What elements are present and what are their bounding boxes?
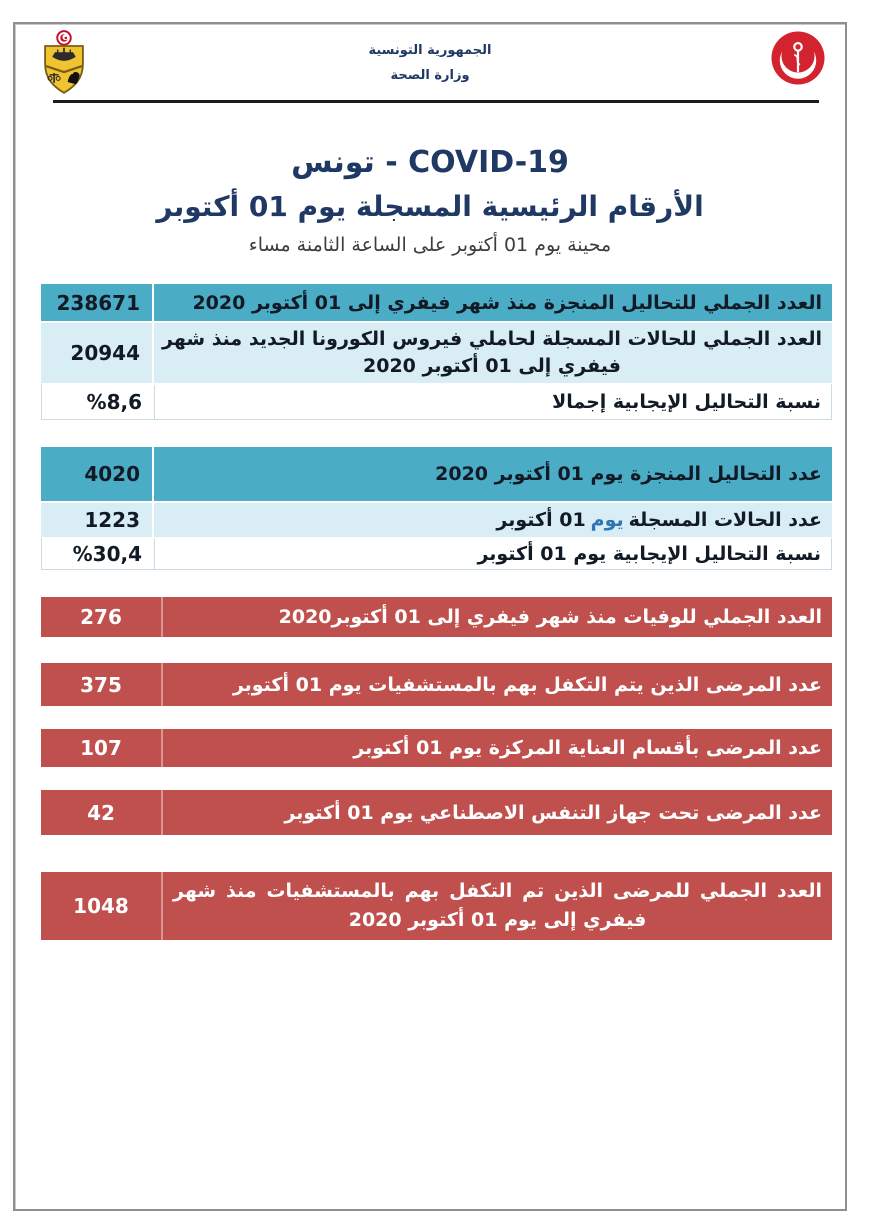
table-row <box>41 501 832 537</box>
government-header <box>368 29 491 83</box>
header <box>15 24 845 98</box>
hospitalized-value: 375 <box>41 663 163 706</box>
daily-tests-label: عدد التحاليل المنجزة يوم 01 أكتوبر 2020 <box>435 463 822 485</box>
total-hospitalized-value: 1048 <box>41 872 163 940</box>
table-row <box>41 321 832 383</box>
icu-label: عدد المرضى بأقسام العناية المركزة يوم 01 أكتوبر <box>353 737 822 759</box>
table-row <box>41 537 832 570</box>
table-row <box>41 447 832 501</box>
ventilator-banner <box>41 790 832 835</box>
highlighted-word: يوم <box>590 509 624 531</box>
republic-title: الجمهورية التونسية <box>368 43 492 58</box>
update-note: محينة يوم 01 أكتوبر على الساعة الثامنة مساء <box>248 234 612 256</box>
total-tests-value: 238671 <box>41 284 154 321</box>
ministry-title: وزارة الصحة <box>390 68 470 83</box>
hospitalized-banner <box>41 663 832 706</box>
deaths-banner <box>41 597 832 637</box>
total-cases-value: 20944 <box>41 323 154 383</box>
table-row <box>41 284 832 321</box>
tunisia-coat-of-arms-icon <box>37 29 91 99</box>
health-ministry-logo-icon <box>769 29 827 87</box>
deaths-value: 276 <box>41 597 163 637</box>
ventilator-value: 42 <box>41 790 163 835</box>
daily-positivity-label: نسبة التحاليل الإيجابية يوم 01 أكتوبر <box>477 543 821 565</box>
hospitalized-label: عدد المرضى الذين يتم التكفل بهم بالمستشفيات يوم 01 أكتوبر <box>232 673 822 696</box>
daily-cases-label: عدد الحالات المسجلةيوم01 أكتوبر <box>496 509 822 531</box>
header-divider <box>53 100 819 103</box>
ventilator-label: عدد المرضى تحت جهاز التنفس الاصطناعي يوم 01 أكتوبر <box>284 801 822 824</box>
overall-positivity-value: %8,6 <box>42 385 155 419</box>
total-hospitalized-banner <box>41 872 832 940</box>
total-tests-label: العدد الجملي للتحاليل المنجزة منذ شهر فيفري إلى 01 أكتوبر 2020 <box>192 291 822 314</box>
icu-banner <box>41 729 832 767</box>
statistics-section <box>41 284 832 940</box>
daily-tests-value: 4020 <box>41 447 154 501</box>
table-row <box>41 383 832 420</box>
page-border-frame <box>13 22 847 1211</box>
total-cases-label: العدد الجملي للحالات المسجلة لحاملي فيروس الكورونا الجديد منذ شهر فيفري إلى 01 أكتوبر 2020 <box>162 328 822 377</box>
page-title: COVID-19 - تونس <box>291 145 569 180</box>
overall-positivity-label: نسبة التحاليل الإيجابية إجمالا <box>552 391 821 413</box>
daily-positivity-value: %30,4 <box>42 539 155 569</box>
deaths-label: العدد الجملي للوفيات منذ شهر فيفري إلى 01 أكتوبر2020 <box>278 606 822 628</box>
total-hospitalized-label: العدد الجملي للمرضى الذين تم التكفل بهم بالمستشفيات منذ شهر فيفري إلى يوم 01 أكتوبر 2020 <box>173 880 822 931</box>
icu-value: 107 <box>41 729 163 767</box>
daily-cases-value: 1223 <box>41 503 154 537</box>
cumulative-stats-table <box>41 284 832 420</box>
daily-stats-table <box>41 447 832 570</box>
page-subtitle: الأرقام الرئيسية المسجلة يوم 01 أكتوبر <box>156 190 704 223</box>
title-block <box>15 145 845 256</box>
